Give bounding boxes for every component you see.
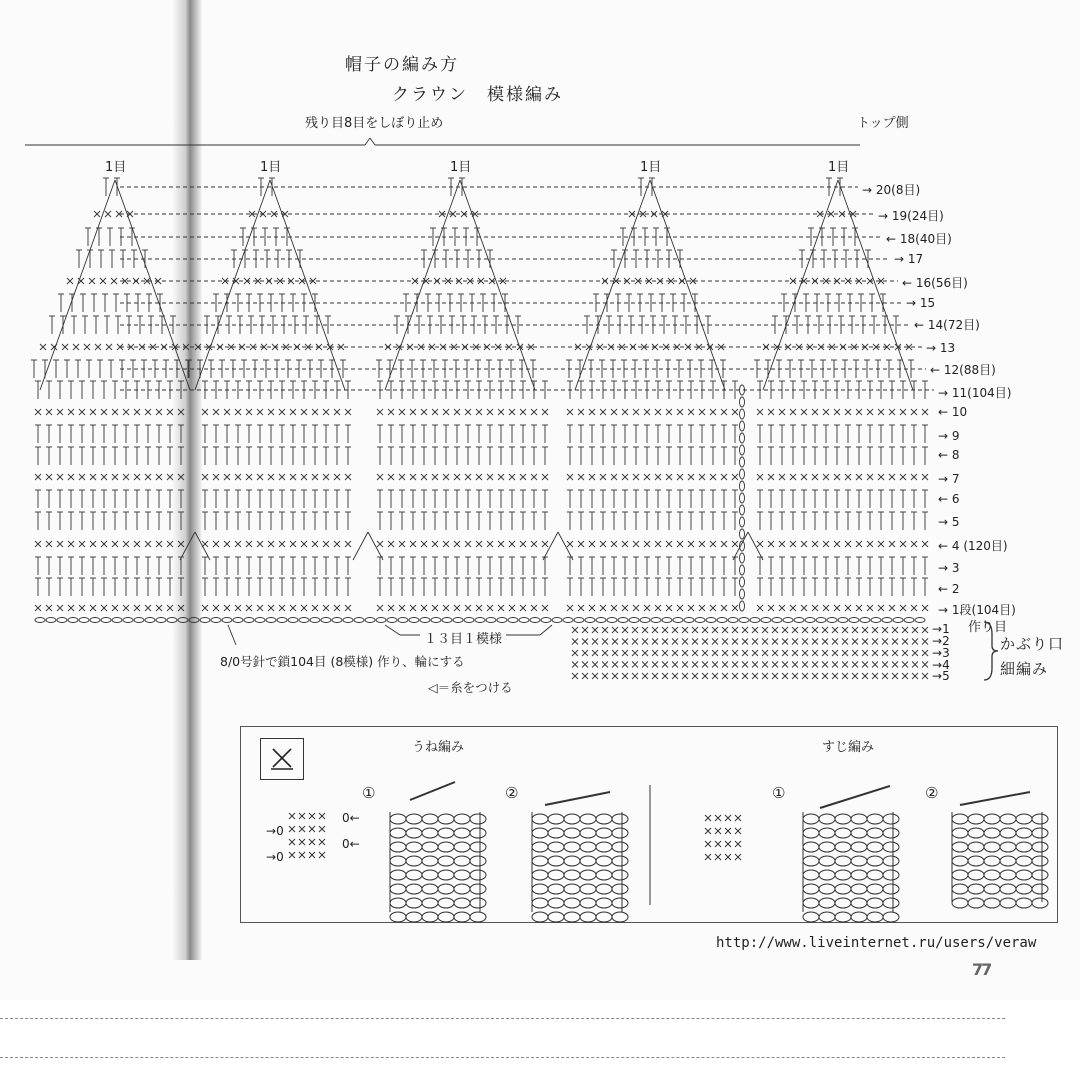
step-2-a: ② — [505, 784, 519, 802]
brim-row-1: →1 — [932, 622, 950, 636]
brim-label-2: 細編み — [1000, 660, 1049, 678]
row-label-15: → 15 — [906, 296, 936, 310]
row-label-7: → 7 — [938, 472, 960, 486]
row-label-16: ← 16(56目) — [902, 276, 968, 290]
brim-row-4: →4 — [932, 658, 950, 672]
row-label-10: ← 10 — [938, 405, 968, 419]
mini-chart-mark-3: 0← — [342, 837, 360, 851]
row-label-20: → 20(8目) — [862, 183, 921, 197]
source-url: http://www.liveinternet.ru/users/veraw — [716, 935, 1037, 951]
peak-label-1: 1目 — [105, 160, 127, 175]
mini-chart-mark-2: →0 — [266, 824, 284, 838]
foundation-chain-note: 8/0号針で鎖104目 (8模様) 作り、輪にする — [220, 654, 465, 669]
brim-label-1: かぶり口 — [1000, 635, 1065, 653]
step-1-a: ① — [362, 784, 376, 802]
row-label-6: ← 6 — [938, 492, 960, 506]
row-label-5: → 5 — [938, 515, 960, 529]
diagram-subtitle: クラウン 模様編み — [392, 85, 563, 105]
mini-chart-mark-4: →0 — [266, 850, 284, 864]
pattern-repeat-label: １３目１模様 — [420, 628, 506, 647]
peak-label-2: 1目 — [260, 160, 282, 175]
row-label-18: ← 18(40目) — [886, 232, 952, 246]
dashed-divider-2 — [0, 1057, 1005, 1058]
row-label-13: → 13 — [926, 341, 956, 355]
diagram-title: 帽子の編み方 — [345, 55, 459, 75]
brim-row-5: →5 — [932, 669, 950, 683]
row-label-4: ← 4 (120目) — [938, 539, 1008, 553]
row-label-1: → 1段(104目) — [938, 603, 1016, 617]
row-label-19: → 19(24目) — [878, 209, 944, 223]
foundation-chain-label: 作り目 — [968, 620, 1008, 635]
attach-yarn-note: ◁＝糸をつける — [428, 680, 513, 695]
brim-row-2: →2 — [932, 634, 950, 648]
peak-label-3: 1目 — [450, 160, 472, 175]
step-2-b: ② — [925, 784, 939, 802]
peak-label-5: 1目 — [828, 160, 850, 175]
top-side-label: トップ側 — [857, 116, 909, 131]
row-label-14: ← 14(72目) — [914, 318, 980, 332]
row-label-3: → 3 — [938, 561, 960, 575]
back-loop-rib-title: すじ編み — [822, 740, 875, 755]
row-label-9: → 9 — [938, 429, 960, 443]
brim-row-3: →3 — [932, 646, 950, 660]
page-number: 77 — [972, 960, 991, 979]
row-label-2: ← 2 — [938, 582, 960, 596]
row-label-8: ← 8 — [938, 448, 960, 462]
back-loop-ridge-title: うね編み — [412, 740, 465, 755]
row-label-11: → 11(104目) — [938, 386, 1012, 400]
dashed-divider-1 — [0, 1018, 1005, 1019]
step-1-b: ① — [772, 784, 786, 802]
remaining-stitches-note: 残り目8目をしぼり止め — [305, 116, 444, 131]
mini-chart-mark-1: 0← — [342, 811, 360, 825]
peak-label-4: 1目 — [640, 160, 662, 175]
row-label-17: → 17 — [894, 252, 924, 266]
row-label-12: ← 12(88目) — [930, 363, 996, 377]
